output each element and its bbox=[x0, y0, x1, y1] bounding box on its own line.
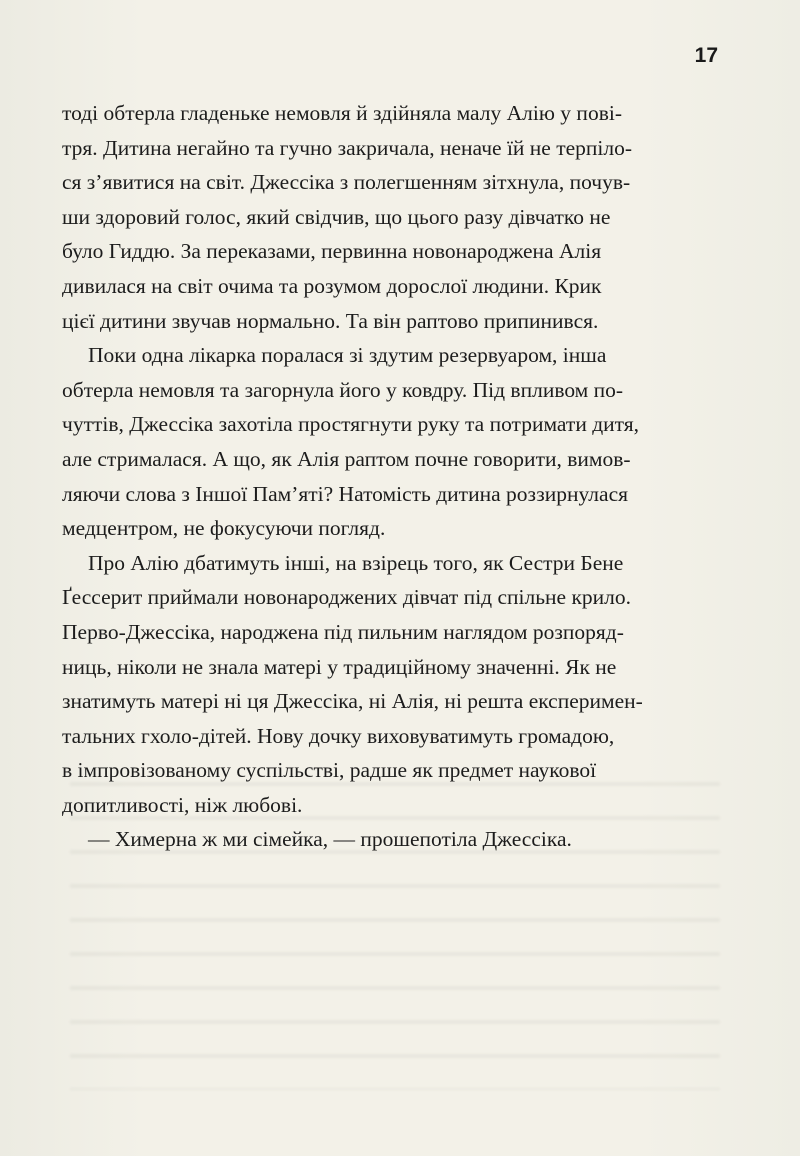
text-line: цієї дитини звучав нормально. Та він раптово припинився. bbox=[62, 308, 599, 333]
text-line: Про Алію дбатимуть інші, на взірець того, як Сестри Бене bbox=[88, 550, 624, 575]
text-line: тальних гхоло-дітей. Нову дочку виховуватимуть громадою, bbox=[62, 723, 615, 748]
text-line: було Гиддю. За переказами, первинна новонароджена Алія bbox=[62, 239, 602, 264]
text-line: допитливості, ніж любові. bbox=[62, 792, 303, 817]
text-line: ниць, ніколи не знала матері у традиційному значенні. Як не bbox=[62, 654, 617, 679]
paragraph bbox=[62, 546, 720, 823]
text-line: медцентром, не фокусуючи погляд. bbox=[62, 516, 386, 541]
paragraph bbox=[62, 822, 720, 857]
text-line: — Химерна ж ми сімейка, — прошепотіла Джессіка. bbox=[88, 827, 572, 852]
text-line: тоді обтерла гладеньке немовля й здійняла малу Алію у пові- bbox=[62, 101, 622, 125]
text-line: ши здоровий голос, який свідчив, що цього разу дівчатко не bbox=[62, 204, 611, 229]
body-text bbox=[62, 96, 720, 857]
text-line: в імпровізованому суспільстві, радше як предмет наукової bbox=[62, 758, 597, 783]
text-line: Ґессерит приймали новонароджених дівчат під спільне крило. bbox=[62, 585, 632, 610]
paragraph bbox=[62, 338, 720, 546]
text-line: ся з’явитися на світ. Джессіка з полегшенням зітхнула, почув- bbox=[62, 170, 631, 195]
text-line: тря. Дитина негайно та гучно закричала, неначе їй не терпіло- bbox=[62, 135, 633, 160]
text-line: Перво-Джессіка, народжена під пильним наглядом розпоряд- bbox=[62, 619, 624, 644]
text-line: знатимуть матері ні ця Джессіка, ні Алія, ні решта експеримен- bbox=[62, 689, 643, 714]
text-line: ляючи слова з Іншої Пам’яті? Натомість дитина роззирнулася bbox=[62, 481, 629, 506]
text-line: дивилася на світ очима та розумом дорослої людини. Крик bbox=[62, 273, 602, 298]
text-line: обтерла немовля та загорнула його у ковдру. Під впливом по- bbox=[62, 377, 624, 402]
paragraph bbox=[62, 96, 720, 338]
text-line: Поки одна лікарка поралася зі здутим резервуаром, інша bbox=[88, 343, 607, 368]
page-number: 17 bbox=[694, 44, 718, 67]
text-line: але стрималася. А що, як Алія раптом почне говорити, вимов- bbox=[62, 446, 631, 471]
text-line: чуттів, Джессіка захотіла простягнути руку та потримати дитя, bbox=[62, 412, 640, 437]
